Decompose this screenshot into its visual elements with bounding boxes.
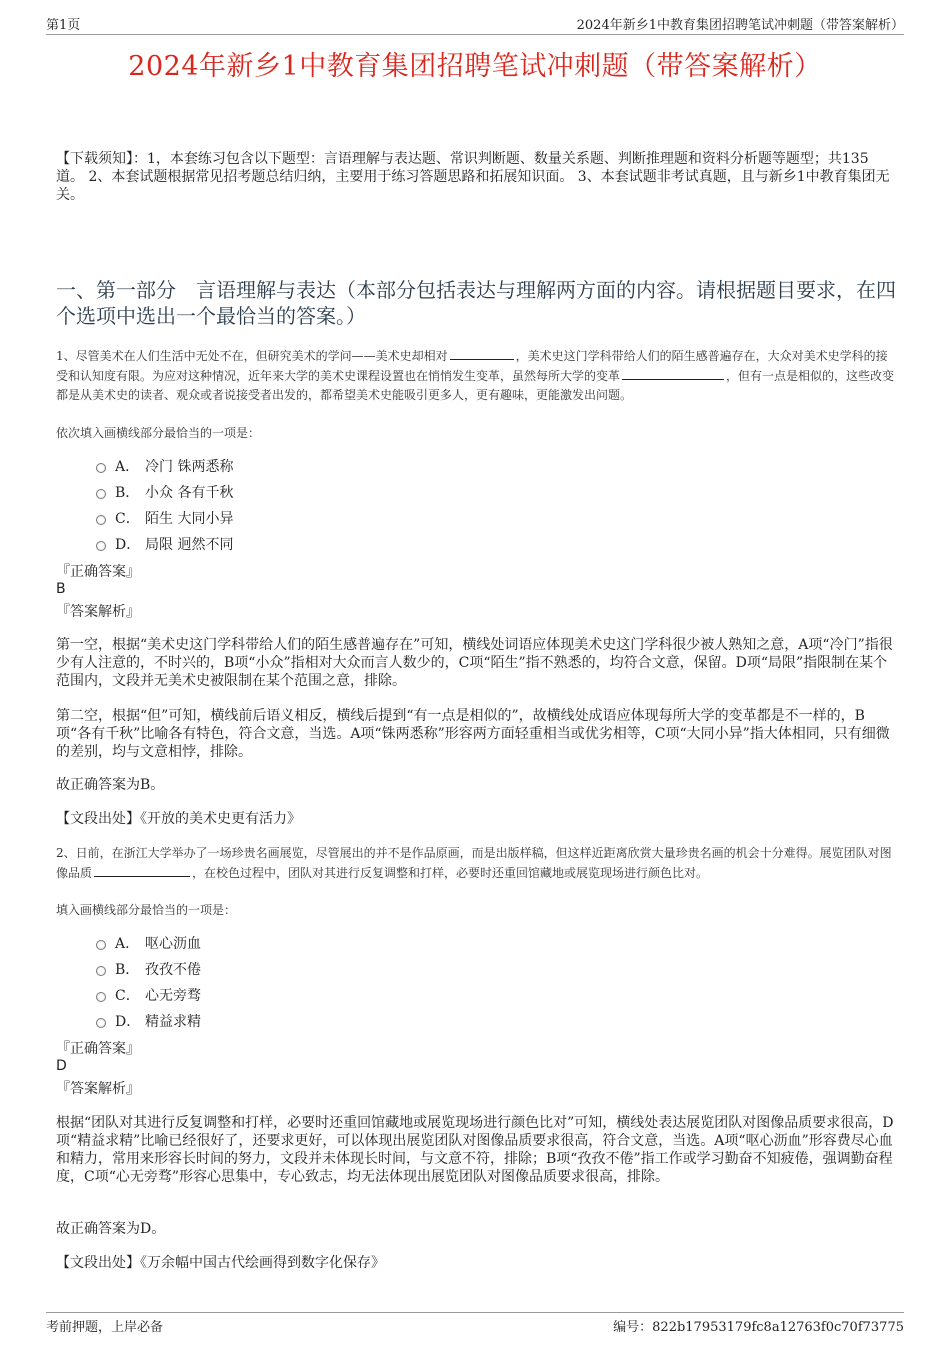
analysis-label: 『答案解析』 [56, 604, 140, 620]
question-2-prompt: 填入画横线部分最恰当的一项是： [56, 903, 237, 917]
option-a[interactable]: A． 呕心沥血 [96, 930, 201, 956]
blank-line [94, 863, 190, 877]
radio-button[interactable] [96, 489, 106, 499]
option-c[interactable]: C． 心无旁骛 [96, 982, 201, 1008]
conclusion-text: 故正确答案为B。 [56, 777, 165, 793]
answer-label: 『正确答案』 [56, 564, 140, 580]
footer-slogan: 考前押题，上岸必备 [46, 1320, 164, 1335]
correct-answer: B [56, 581, 66, 597]
blank-line [450, 346, 514, 360]
option-b[interactable]: B． 小众 各有千秋 [96, 479, 233, 505]
question-1-text: 1、尽管美术在人们生活中无处不在，但研究美术的学问——美术史却相对 ，美术史这门学科带给人们的陌生感普遍存在，大众对美术史学科的接受和认知度有限。为应对这种情况，近年来大学的美术史课程设置也在悄悄发生变革，虽然每所大学的变革 ，但有一点是相似的，这些改变都是从美术史的读者、观众或者说接受者出发的，都希望美术史能吸引更多人，更有趣味，更能激发出问题。 [56, 346, 896, 405]
analysis-label: 『答案解析』 [56, 1081, 140, 1097]
page-header [46, 14, 904, 35]
question-2-options [96, 930, 201, 1034]
correct-answer: D [56, 1058, 67, 1074]
radio-button[interactable] [96, 940, 106, 950]
option-a[interactable]: A． 冷门 铢两悉称 [96, 453, 233, 479]
header-doc-title: 2024年新乡1中教育集团招聘笔试冲刺题（带答案解析） [576, 18, 904, 33]
radio-button[interactable] [96, 966, 106, 976]
option-d[interactable]: D． 局限 迥然不同 [96, 531, 233, 557]
question-1-prompt: 依次填入画横线部分最恰当的一项是： [56, 426, 261, 440]
radio-button[interactable] [96, 463, 106, 473]
section-title: 一、第一部分 言语理解与表达（本部分包括表达与理解两方面的内容。请根据题目要求，在四个选项中选出一个最恰当的答案。） [56, 278, 896, 328]
source-text: 【文段出处】《万余幅中国古代绘画得到数字化保存》 [56, 1255, 385, 1271]
radio-button[interactable] [96, 515, 106, 525]
radio-button[interactable] [96, 992, 106, 1002]
question-2-text: 2、日前，在浙江大学举办了一场珍贵名画展览，尽管展出的并不是作品原画，而是出版样稿，但这样近距离欣赏大量珍贵名画的机会十分难得。展览团队对图像品质 ，在校色过程中，团队对其进行反复调整和打样，必要时还重回馆藏地或展览现场进行颜色比对。 [56, 846, 892, 880]
question-1-options [96, 453, 233, 557]
option-c[interactable]: C． 陌生 大同小异 [96, 505, 233, 531]
download-notice: 【下载须知】：1，本套练习包含以下题型：言语理解与表达题、常识判断题、数量关系题、判断推理题和资料分析题等题型；共135道。 2、本套试题根据常见招考题总结归纳，主要用于练习答题思路和拓展知识面。 3、本套试题非考试真题，且与新乡1中教育集团无关。 [56, 151, 890, 203]
page-footer [46, 1312, 904, 1336]
document-title: 2024年新乡1中教育集团招聘笔试冲刺题（带答案解析） [128, 51, 822, 82]
conclusion-text: 故正确答案为D。 [56, 1221, 166, 1237]
option-d[interactable]: D． 精益求精 [96, 1008, 201, 1034]
analysis-paragraph: 第二空，根据“但”可知，横线前后语义相反，横线后提到“有一点是相似的”，故横线处成语应体现每所大学的变革都是不一样的，B项“各有千秋”比喻各有特色，符合文意，当选。A项“铢两悉称”形容两方面轻重相当或优劣相等，C项“大同小异”指大体相同，只有细微的差别，均与文意相悖，排除。 [56, 708, 890, 760]
radio-button[interactable] [96, 1018, 106, 1028]
answer-label: 『正确答案』 [56, 1041, 140, 1057]
radio-button[interactable] [96, 541, 106, 551]
option-b[interactable]: B． 孜孜不倦 [96, 956, 201, 982]
source-text: 【文段出处】《开放的美术史更有活力》 [56, 811, 301, 827]
analysis-paragraph: 根据“团队对其进行反复调整和打样，必要时还重回馆藏地或展览现场进行颜色比对”可知，横线处表达展览团队对图像品质要求很高，D项“精益求精”比喻已经很好了，还要求更好，可以体现出展览团队对图像品质要求很高，符合文意，当选。A项“呕心沥血”形容费尽心血和精力，常用来形容长时间的努力，文段并未体现长时间，与文意不符，排除；B项“孜孜不倦”指工作或学习勤奋不知疲倦，强调勤奋程度，C项“心无旁骛”形容心思集中，专心致志，均无法体现出展览团队对图像品质要求很高，排除。 [56, 1115, 894, 1185]
page-number: 第1页 [46, 18, 81, 33]
blank-line [622, 366, 724, 380]
analysis-paragraph: 第一空，根据“美术史这门学科带给人们的陌生感普遍存在”可知，横线处词语应体现美术史这门学科很少被人熟知之意，A项“冷门”指很少有人注意的，不时兴的，B项“小众”指相对大众而言人数少的，C项“陌生”指不熟悉的，均符合文意，保留。D项“局限”指限制在某个范围内，文段并无美术史被限制在某个范围之意，排除。 [56, 637, 893, 689]
footer-serial: 编号：822b17953179fc8a12763f0c70f73775 [613, 1320, 904, 1335]
